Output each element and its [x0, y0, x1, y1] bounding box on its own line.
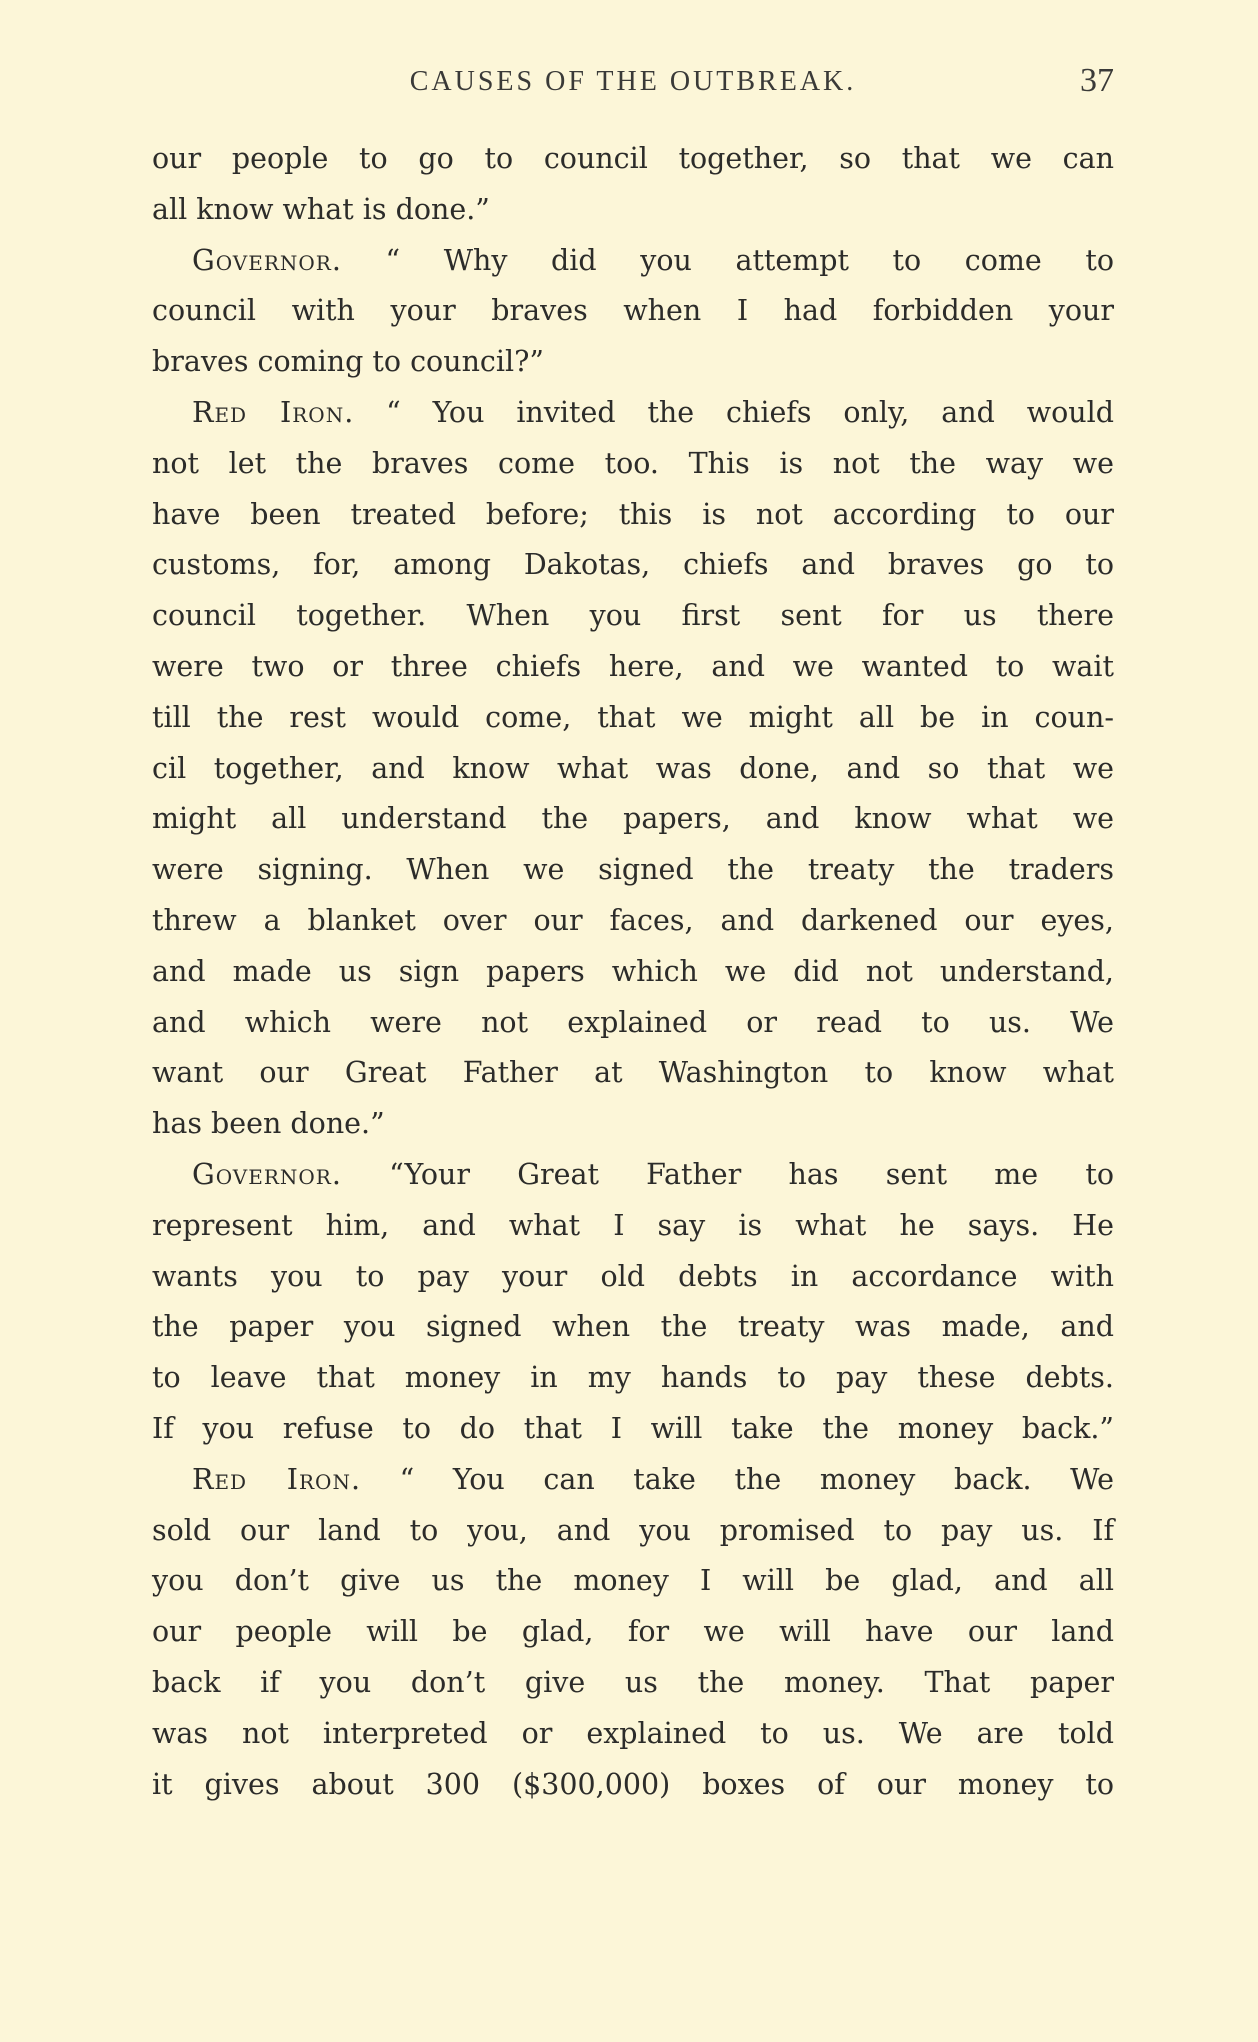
line-text: were signing. When we signed the treaty the traders [152, 853, 1114, 887]
text-line [152, 388, 1114, 439]
speaker-name: Governor. [192, 243, 342, 277]
line-text: were two or three chiefs here, and we wanted to wait [152, 649, 1114, 683]
line-text: it gives about 300 ($300,000) boxes of our money to [152, 1767, 1114, 1801]
page-header [152, 62, 1114, 112]
text-line [152, 1607, 1114, 1658]
text-line [152, 1455, 1114, 1506]
line-text: our people to go to council together, so that we can [152, 142, 1114, 175]
line-text: and which were not explained or read to us. We [152, 1005, 1114, 1039]
speaker-name: Red Iron. [192, 395, 355, 429]
text-line [152, 947, 1114, 998]
line-text: back if you don’t give us the money. That paper [152, 1665, 1114, 1699]
line-text: “ You can take the money back. We [361, 1462, 1114, 1496]
line-text: till the rest would come, that we might all be in coun- [152, 700, 1114, 734]
line-text: “Your Great Father has sent me to [341, 1157, 1114, 1191]
text-line [152, 693, 1114, 744]
line-text: braves coming to council?” [152, 345, 544, 379]
line-text: you don’t give us the money I will be glad, and all [152, 1564, 1114, 1598]
text-line [152, 642, 1114, 693]
line-text: sold our land to you, and you promised to pay us. If [152, 1513, 1114, 1547]
text-line [152, 1760, 1114, 1811]
line-text: our people will be glad, for we will have our land [152, 1615, 1114, 1649]
text-line [152, 845, 1114, 896]
text-line [152, 1099, 1114, 1150]
text-line [152, 1150, 1114, 1201]
text-line [152, 998, 1114, 1049]
text-line [152, 591, 1114, 642]
text-line [152, 1404, 1114, 1455]
text-line [152, 896, 1114, 947]
speaker-name: Governor. [192, 1157, 342, 1191]
text-line [152, 236, 1114, 287]
line-text: the paper you signed when the treaty was made, and [152, 1310, 1114, 1344]
text-line [152, 1353, 1114, 1404]
text-line [152, 439, 1114, 490]
text-line [152, 337, 1114, 388]
line-text: If you refuse to do that I will take the money back.” [152, 1411, 1114, 1445]
running-head: CAUSES OF THE OUTBREAK. [409, 66, 857, 97]
text-line [152, 744, 1114, 795]
line-text: have been treated before; this is not according to our [152, 497, 1114, 531]
line-text: not let the braves come too. This is not the way we [152, 446, 1114, 480]
line-text: all know what is done.” [152, 192, 490, 226]
text-line [152, 1658, 1114, 1709]
text-line [152, 286, 1114, 337]
line-text: has been done.” [152, 1107, 385, 1141]
line-text: might all understand the papers, and know what we [152, 802, 1114, 836]
line-text: was not interpreted or explained to us. We are told [152, 1716, 1114, 1750]
text-line [152, 1252, 1114, 1303]
text-line [152, 540, 1114, 591]
line-text: “ Why did you attempt to come to [341, 243, 1114, 277]
line-text: council together. When you first sent for us there [152, 599, 1114, 633]
line-text: customs, for, among Dakotas, chiefs and braves go to [152, 548, 1114, 582]
page-number: 37 [1080, 62, 1114, 99]
line-text: want our Great Father at Washington to know what [152, 1056, 1114, 1090]
line-text: “ You invited the chiefs only, and would [354, 395, 1114, 429]
text-line [152, 1709, 1114, 1760]
text-line [152, 490, 1114, 541]
text-line [152, 1302, 1114, 1353]
text-line [152, 1048, 1114, 1099]
text-line [152, 794, 1114, 845]
text-line [152, 185, 1114, 236]
body-text [152, 134, 1114, 1810]
text-line [152, 1506, 1114, 1557]
line-text: and made us sign papers which we did not understand, [152, 954, 1114, 988]
line-text: threw a blanket over our faces, and darkened our eyes, [152, 903, 1114, 937]
speaker-name: Red Iron. [192, 1462, 362, 1496]
line-text: cil together, and know what was done, and so that we [152, 751, 1114, 785]
text-line [152, 1201, 1114, 1252]
line-text: council with your braves when I had forbidden your [152, 294, 1114, 328]
line-text: wants you to pay your old debts in accordance with [152, 1259, 1114, 1293]
text-line [152, 1556, 1114, 1607]
line-text: represent him, and what I say is what he says. He [152, 1208, 1114, 1242]
text-line [152, 134, 1114, 185]
line-text: to leave that money in my hands to pay these debts. [152, 1361, 1114, 1395]
